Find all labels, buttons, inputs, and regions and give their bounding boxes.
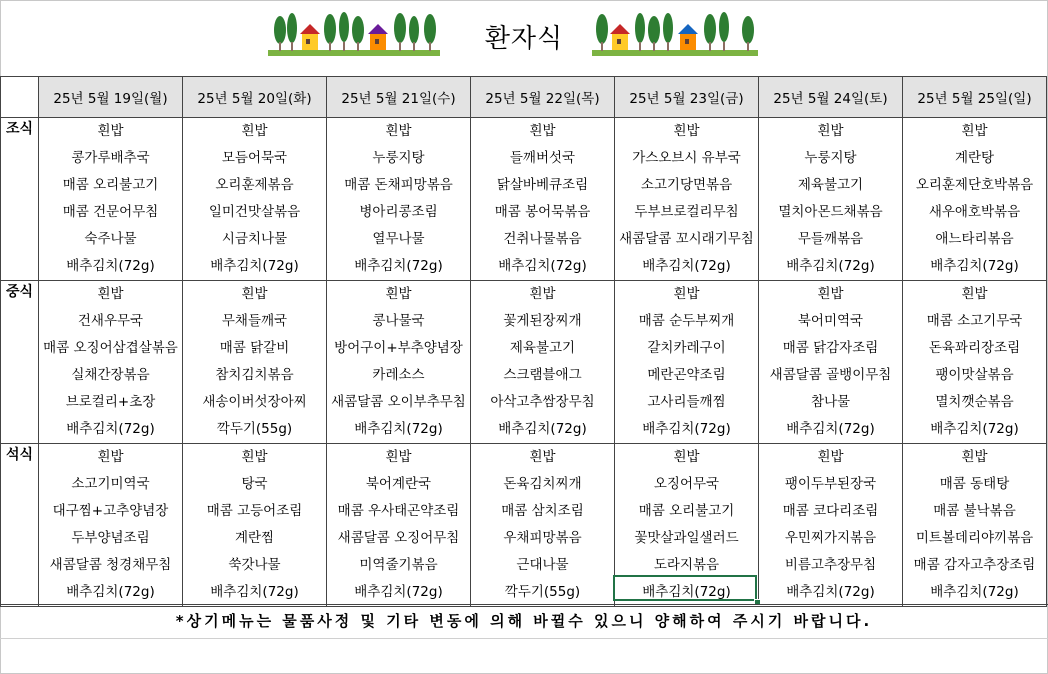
date-header-row bbox=[1, 77, 1047, 118]
menu-item: 일미건맛살볶음 bbox=[208, 204, 301, 220]
menu-item: 흰밥 bbox=[241, 286, 268, 302]
menu-item: 쑥갓나물 bbox=[228, 557, 281, 573]
menu-item: 배추김치(72g) bbox=[354, 421, 443, 437]
menu-item: 제육불고기 bbox=[509, 340, 576, 356]
menu-item: 북어미역국 bbox=[797, 313, 864, 329]
menu-item: 흰밥 bbox=[529, 449, 556, 465]
menu-cell[interactable] bbox=[327, 118, 471, 281]
menu-item: 배추김치(72g) bbox=[786, 421, 875, 437]
menu-item: 배추김치(72g) bbox=[210, 584, 299, 600]
menu-item: 멸치아몬드채볶음 bbox=[778, 204, 883, 220]
footnote-text: *상기메뉴는 물품사정 및 기타 변동에 의해 바뀔수 있으니 양해하여 주시기 바랍니다. bbox=[175, 612, 873, 630]
menu-item: 깍두기(55g) bbox=[504, 584, 581, 600]
menu-cell[interactable] bbox=[615, 118, 759, 281]
date-header[interactable]: 25년 5월 24일(토) bbox=[759, 77, 903, 118]
menu-item: 대구찜+고추양념장 bbox=[52, 503, 169, 519]
menu-item: 새우애호박볶음 bbox=[928, 204, 1021, 220]
menu-cell[interactable] bbox=[327, 281, 471, 444]
menu-item: 흰밥 bbox=[241, 123, 268, 139]
menu-item: 비름고추장무침 bbox=[784, 557, 877, 573]
menu-item: 돈육김치찌개 bbox=[503, 476, 582, 492]
menu-item: 계란탕 bbox=[954, 150, 995, 166]
menu-item: 배추김치(72g) bbox=[354, 584, 443, 600]
menu-item: 배추김치(72g) bbox=[642, 421, 731, 437]
menu-item: 건취나물볶음 bbox=[503, 231, 582, 247]
menu-item: 매콤 감자고추장조림 bbox=[913, 557, 1036, 573]
menu-item: 배추김치(72g) bbox=[930, 584, 1019, 600]
menu-item: 흰밥 bbox=[529, 286, 556, 302]
menu-item: 새콤달콤 꼬시래기무침 bbox=[619, 231, 754, 247]
menu-item: 꽃맛살과일샐러드 bbox=[634, 530, 739, 546]
menu-item: 닭살바베큐조림 bbox=[496, 177, 589, 193]
menu-item: 애느타리볶음 bbox=[935, 231, 1014, 247]
menu-item: 방어구이+부추양념장 bbox=[334, 340, 463, 356]
menu-item: 매콤 오리불고기 bbox=[638, 503, 735, 519]
menu-item: 참치김치볶음 bbox=[215, 367, 294, 383]
menu-item: 팽이두부된장국 bbox=[784, 476, 877, 492]
menu-item: 매콤 오리불고기 bbox=[62, 177, 159, 193]
menu-item: 매콤 삼치조림 bbox=[501, 503, 584, 519]
meal-row bbox=[1, 444, 1047, 607]
menu-item: 모듬어묵국 bbox=[221, 150, 288, 166]
menu-cell[interactable] bbox=[759, 444, 903, 607]
menu-item: 배추김치(72g) bbox=[66, 421, 155, 437]
menu-item: 숙주나물 bbox=[84, 231, 137, 247]
menu-item: 제육불고기 bbox=[797, 177, 864, 193]
menu-cell[interactable] bbox=[759, 281, 903, 444]
menu-cell[interactable] bbox=[903, 281, 1047, 444]
menu-item: 오리훈제단호박볶음 bbox=[915, 177, 1034, 193]
menu-item: 팽이맛살볶음 bbox=[935, 367, 1014, 383]
menu-item: 배추김치(72g) bbox=[642, 584, 731, 600]
menu-item: 북어계란국 bbox=[365, 476, 432, 492]
meal-menu-table bbox=[0, 76, 1047, 607]
menu-item: 매콤 오징어삼겹살볶음 bbox=[43, 340, 178, 356]
menu-item: 콩나물국 bbox=[372, 313, 425, 329]
menu-cell[interactable] bbox=[183, 118, 327, 281]
date-header[interactable]: 25년 5월 25일(일) bbox=[903, 77, 1047, 118]
menu-item: 누룽지탕 bbox=[372, 150, 425, 166]
menu-item: 오징어무국 bbox=[653, 476, 720, 492]
menu-item: 두부브로컬리무침 bbox=[634, 204, 739, 220]
menu-item: 매콤 동태탕 bbox=[939, 476, 1010, 492]
menu-item: 가스오브시 유부국 bbox=[632, 150, 741, 166]
menu-item: 매콤 순두부찌개 bbox=[638, 313, 735, 329]
active-cell-selection[interactable] bbox=[613, 575, 757, 601]
menu-cell[interactable] bbox=[39, 281, 183, 444]
menu-item: 배추김치(72g) bbox=[930, 258, 1019, 274]
menu-item: 배추김치(72g) bbox=[786, 258, 875, 274]
menu-item: 새콤달콤 청경채무침 bbox=[49, 557, 172, 573]
menu-item: 흰밥 bbox=[673, 449, 700, 465]
menu-item: 흰밥 bbox=[817, 286, 844, 302]
date-header[interactable]: 25년 5월 23일(금) bbox=[615, 77, 759, 118]
date-header[interactable]: 25년 5월 21일(수) bbox=[327, 77, 471, 118]
menu-item: 콩가루배추국 bbox=[71, 150, 150, 166]
menu-item: 매콤 소고기무국 bbox=[926, 313, 1023, 329]
menu-item: 흰밥 bbox=[97, 449, 124, 465]
menu-item: 멸치깻순볶음 bbox=[935, 394, 1014, 410]
menu-item: 배추김치(72g) bbox=[66, 584, 155, 600]
menu-item: 매콤 코다리조림 bbox=[782, 503, 879, 519]
menu-item: 건새우무국 bbox=[77, 313, 144, 329]
menu-item: 배추김치(72g) bbox=[930, 421, 1019, 437]
menu-item: 누룽지탕 bbox=[804, 150, 857, 166]
menu-item: 흰밥 bbox=[961, 123, 988, 139]
menu-item: 스크램블애그 bbox=[503, 367, 582, 383]
corner-cell[interactable] bbox=[1, 77, 39, 118]
menu-item: 무채들깨국 bbox=[221, 313, 288, 329]
menu-item: 미역줄기볶음 bbox=[359, 557, 438, 573]
menu-item: 브로컬리+초장 bbox=[65, 394, 156, 410]
menu-cell[interactable] bbox=[39, 444, 183, 607]
meal-label[interactable]: 조식 bbox=[1, 118, 39, 281]
menu-item: 흰밥 bbox=[385, 123, 412, 139]
menu-item: 배추김치(72g) bbox=[498, 258, 587, 274]
menu-item: 흰밥 bbox=[961, 286, 988, 302]
menu-item: 흰밥 bbox=[673, 286, 700, 302]
title-area bbox=[0, 0, 1048, 76]
menu-item: 배추김치(72g) bbox=[354, 258, 443, 274]
menu-item: 새콤달콤 골뱅이무침 bbox=[769, 367, 892, 383]
menu-item: 새콤달콤 오이부추무침 bbox=[331, 394, 466, 410]
menu-item: 두부양념조림 bbox=[71, 530, 150, 546]
empty-row-divider bbox=[0, 638, 1048, 639]
menu-item: 흰밥 bbox=[961, 449, 988, 465]
menu-item: 매콤 돈채피망볶음 bbox=[344, 177, 453, 193]
menu-item: 카레소스 bbox=[372, 367, 425, 383]
menu-item: 흰밥 bbox=[97, 286, 124, 302]
menu-cell[interactable] bbox=[903, 118, 1047, 281]
menu-item: 소고기미역국 bbox=[71, 476, 150, 492]
menu-cell[interactable] bbox=[183, 281, 327, 444]
menu-item: 매콤 고등어조림 bbox=[206, 503, 303, 519]
menu-item: 흰밥 bbox=[673, 123, 700, 139]
menu-cell[interactable] bbox=[471, 118, 615, 281]
menu-item: 배추김치(72g) bbox=[642, 258, 731, 274]
menu-cell[interactable] bbox=[615, 281, 759, 444]
menu-item: 들깨버섯국 bbox=[509, 150, 576, 166]
meal-label[interactable]: 중식 bbox=[1, 281, 39, 444]
menu-item: 매콤 불낙볶음 bbox=[933, 503, 1016, 519]
date-header[interactable]: 25년 5월 20일(화) bbox=[183, 77, 327, 118]
menu-item: 꽃게된장찌개 bbox=[503, 313, 582, 329]
menu-item: 열무나물 bbox=[372, 231, 425, 247]
menu-cell[interactable] bbox=[183, 444, 327, 607]
menu-item: 계란찜 bbox=[234, 530, 275, 546]
meal-row bbox=[1, 118, 1047, 281]
menu-item: 배추김치(72g) bbox=[66, 258, 155, 274]
menu-item: 깍두기(55g) bbox=[216, 421, 293, 437]
menu-cell[interactable] bbox=[471, 444, 615, 607]
menu-item: 갈치카레구이 bbox=[647, 340, 726, 356]
menu-cell[interactable] bbox=[759, 118, 903, 281]
menu-item: 우민찌가지볶음 bbox=[784, 530, 877, 546]
menu-cell[interactable] bbox=[903, 444, 1047, 607]
menu-item: 흰밥 bbox=[241, 449, 268, 465]
village-trees-icon bbox=[592, 12, 758, 56]
date-header[interactable]: 25년 5월 19일(월) bbox=[39, 77, 183, 118]
menu-item: 배추김치(72g) bbox=[498, 421, 587, 437]
menu-item: 매콤 닭감자조림 bbox=[782, 340, 879, 356]
menu-item: 우채피망볶음 bbox=[503, 530, 582, 546]
menu-item: 무들깨볶음 bbox=[797, 231, 864, 247]
menu-item: 흰밥 bbox=[97, 123, 124, 139]
date-header[interactable]: 25년 5월 22일(목) bbox=[471, 77, 615, 118]
menu-item: 아삭고추쌈장무침 bbox=[490, 394, 595, 410]
meal-row bbox=[1, 281, 1047, 444]
menu-item: 실채간장볶음 bbox=[71, 367, 150, 383]
menu-item: 배추김치(72g) bbox=[786, 584, 875, 600]
menu-cell[interactable] bbox=[39, 118, 183, 281]
menu-item: 메란곤약조림 bbox=[647, 367, 726, 383]
menu-item: 매콤 닭갈비 bbox=[219, 340, 290, 356]
menu-item: 배추김치(72g) bbox=[210, 258, 299, 274]
menu-item: 고사리들깨찜 bbox=[647, 394, 726, 410]
footnote-row bbox=[0, 604, 1048, 639]
menu-item: 미트볼데리야끼볶음 bbox=[915, 530, 1034, 546]
menu-cell[interactable] bbox=[471, 281, 615, 444]
menu-item: 근대나물 bbox=[516, 557, 569, 573]
menu-item: 돈육꽈리장조림 bbox=[928, 340, 1021, 356]
menu-item: 병아리콩조림 bbox=[359, 204, 438, 220]
village-trees-icon bbox=[268, 12, 440, 56]
menu-item: 소고기당면볶음 bbox=[640, 177, 733, 193]
menu-item: 오리훈제볶음 bbox=[215, 177, 294, 193]
menu-item: 흰밥 bbox=[385, 286, 412, 302]
menu-item: 흰밥 bbox=[385, 449, 412, 465]
menu-item: 탕국 bbox=[241, 476, 268, 492]
menu-item: 새콤달콤 오징어무침 bbox=[337, 530, 460, 546]
menu-item: 흰밥 bbox=[817, 123, 844, 139]
menu-item: 시금치나물 bbox=[221, 231, 288, 247]
menu-cell[interactable] bbox=[327, 444, 471, 607]
menu-item: 새송이버섯장아찌 bbox=[202, 394, 307, 410]
menu-item: 흰밥 bbox=[529, 123, 556, 139]
menu-item: 매콤 봉어묵볶음 bbox=[494, 204, 591, 220]
menu-item: 참나물 bbox=[810, 394, 851, 410]
menu-item: 매콤 건문어무침 bbox=[62, 204, 159, 220]
menu-item: 도라지볶음 bbox=[653, 557, 720, 573]
meal-label[interactable]: 석식 bbox=[1, 444, 39, 607]
menu-item: 흰밥 bbox=[817, 449, 844, 465]
page-title: 환자식 bbox=[484, 24, 564, 54]
menu-item: 매콤 우사태곤약조림 bbox=[337, 503, 460, 519]
